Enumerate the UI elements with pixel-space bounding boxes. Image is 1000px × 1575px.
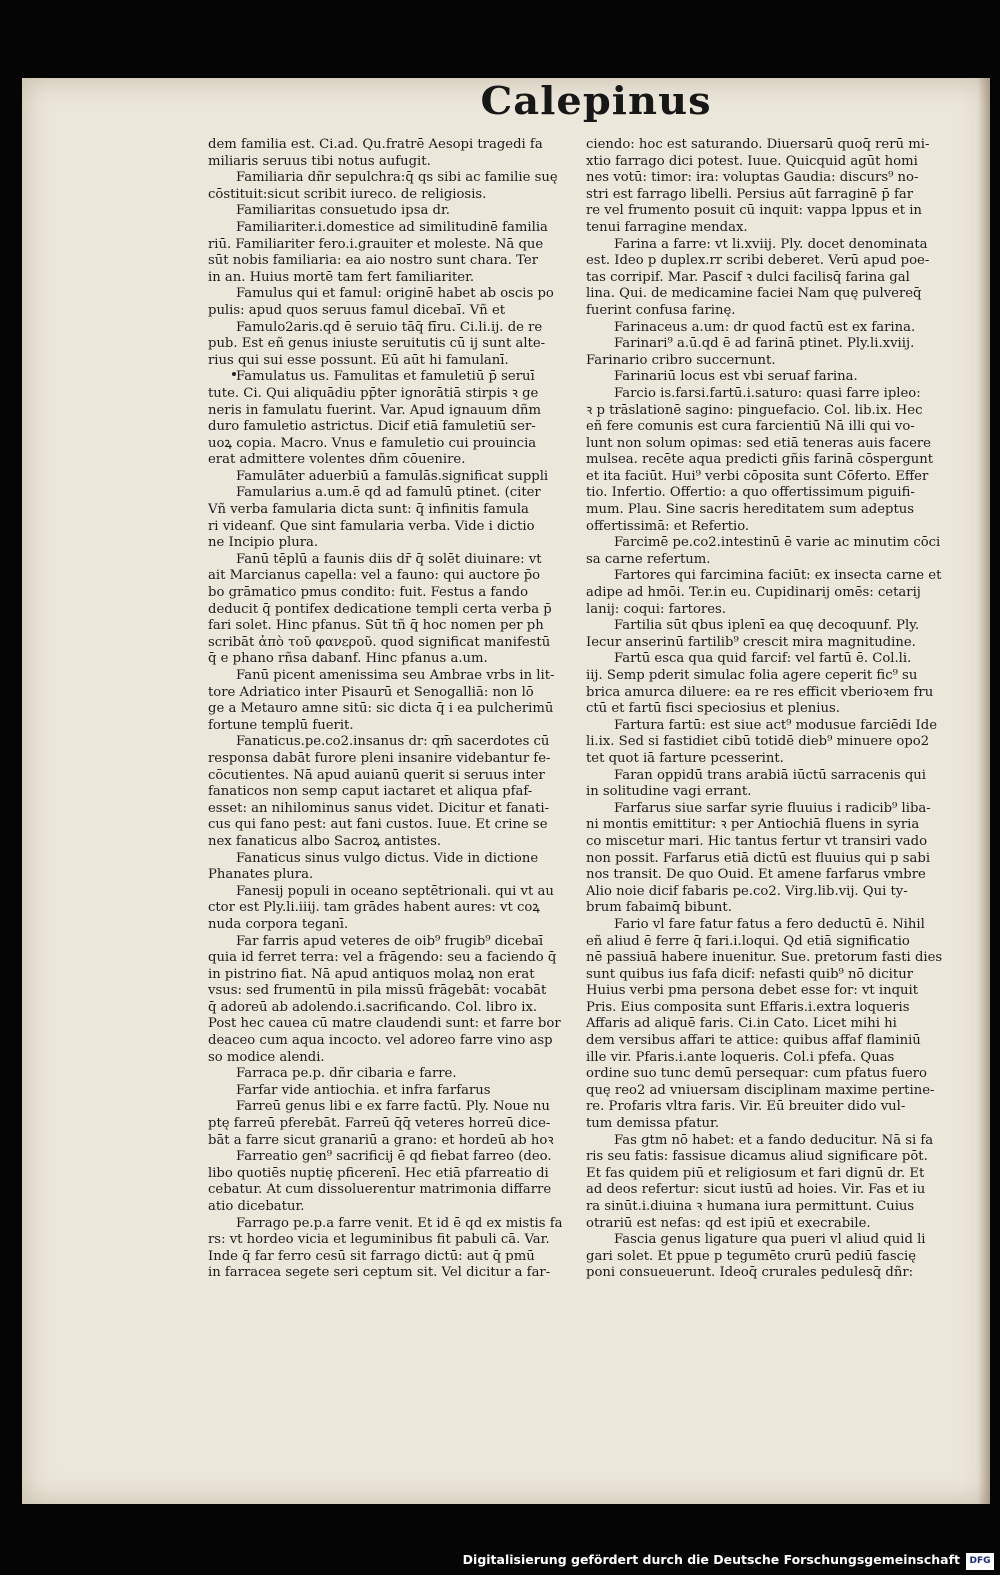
- text-line: est. Ideo p duplex.rr scribi deberet. Verū apud poe-: [586, 253, 930, 269]
- text-line: vsus: sed frumentū in pila missū frāgebāt: vocabāt: [208, 983, 547, 999]
- text-line: ctor est Ply.li.iiij. tam grādes habent aures: vt coꝝ: [208, 900, 540, 916]
- text-line: ordine suo tunc demū persequar: cum pfatus fuero: [586, 1066, 927, 1082]
- text-line: ciendo: hoc est saturando. Diuersarū quoq̄ rerū mi-: [586, 137, 930, 152]
- text-line: co miscetur mari. Hic tantus fertur vt transiri vado: [586, 833, 928, 849]
- text-line: ge a Metauro amne sitū: sic dicta q̄ i ea pulcherimū: [208, 701, 554, 717]
- text-line: Iecur anserinū fartilib⁹ crescit mira magnitudine.: [586, 634, 916, 650]
- text-line: esset: an nihilominus sanus videt. Dicitur et fanati-: [208, 800, 550, 816]
- text-line: in pistrino fiat. Nā apud antiquos molaꝝ non erat: [208, 966, 535, 982]
- text-line: ait Marcianus capella: vel a fauno: qui auctore p̄o: [208, 568, 541, 584]
- text-line: Farrago pe.p.a farre venit. Et id ē qd ex mistis fa: [236, 1215, 563, 1231]
- text-line: Fanaticus sinus vulgo dictus. Vide in dictione: [236, 850, 539, 866]
- text-line: bāt a farre sicut granariū a grano: et hordeū ab hoꝛ: [208, 1132, 554, 1148]
- text-line: so modice alendi.: [208, 1049, 325, 1065]
- text-line: re. Profaris vltra faris. Vir. Eū breuiter dido vul-: [586, 1099, 906, 1115]
- text-line: Fanesij populi in oceano septētrionali. qui vt au: [236, 883, 554, 899]
- text-line: Famularius a.um.ē qd ad famulū ptinet. (citer: [236, 485, 541, 501]
- text-line: Famulus qui et famul: originē habet ab oscis po: [236, 286, 554, 302]
- text-line: Fartū esca qua quid farcif: vel fartū ē. Col.li.: [614, 651, 912, 667]
- text-line: q̄ e phano rñsa dabanf. Hinc pfanus a.um.: [208, 651, 488, 667]
- text-line: ille vir. Pfaris.i.ante loqueris. Col.i pfefa. Quas: [586, 1049, 895, 1065]
- text-line: quia id ferret terra: vel a frāgendo: seu a faciendo q̄: [208, 950, 557, 966]
- text-line: Farreatio gen⁹ sacrificij ē qd fiebat farreo (deo.: [236, 1149, 552, 1165]
- text-line: Farcio is.farsi.fartū.i.saturo: quasi farre ipleo:: [614, 385, 921, 401]
- text-line: gari solet. Et ppue p tegumēto crurū pediū fascię: [586, 1248, 917, 1264]
- text-line: Farinaceus a.um: dr quod factū est ex farina.: [614, 319, 916, 335]
- text-column-right: [586, 137, 962, 1282]
- text-line: Famulo2aris.qd ē seruio tāq̄ fīru. Ci.li.ij. de re: [236, 319, 543, 335]
- text-line: Farinariū locus est vbi seruaf farina.: [614, 369, 858, 385]
- text-line: quę reo2 ad vniuersam disciplinam maxime pertine-: [586, 1082, 935, 1098]
- text-line: Vñ verba famularia dicta sunt: q̄ infinitis famula: [208, 502, 529, 518]
- text-line: fari solet. Hinc pfanus. Sūt tñ q̄ hoc nomen per ph: [208, 618, 544, 634]
- footer-bar: [0, 1505, 1000, 1575]
- text-line: Affaris ad aliquē faris. Ci.in Cato. Licet mihi hi: [586, 1016, 897, 1032]
- text-line: brica amurca diluere: ea re res efficit vberioꝛem fru: [586, 684, 934, 700]
- text-line: Fas gtm nō habet: et a fando deducitur. Nā si fa: [614, 1132, 934, 1148]
- text-line: Farfarus siue sarfar syrie fluuius i radicib⁹ liba-: [614, 800, 931, 816]
- text-line: ne Incipio plura.: [208, 535, 319, 551]
- text-line: q̄ adoreū ab adolendo.i.sacrificando. Col. libro ix.: [208, 999, 538, 1015]
- text-line: Inde q̄ far ferro cesū sit farrago dictū: aut q̄ pmū: [208, 1248, 535, 1264]
- dfg-logo: DFG: [966, 1553, 994, 1570]
- text-line: ad deos refertur: sicut iustū ad hoies. Vir. Fas et iu: [586, 1182, 926, 1198]
- text-line: lanij: coqui: fartores.: [586, 601, 726, 617]
- text-line: Huius verbi pma persona debet esse for: vt inquit: [586, 983, 919, 999]
- text-line: offertissimā: et Refertio.: [586, 518, 750, 534]
- text-line: Familiariter.i.domestice ad similitudinē familia: [236, 219, 548, 235]
- text-line: lina. Qui. de medicamine faciei Nam quę pulvereq̄: [586, 286, 922, 302]
- text-line: fanaticos non semp caput iactaret et aliqua pfaf-: [208, 784, 533, 800]
- text-line: pub. Est eñ genus iniuste seruitutis cū ij sunt alte-: [208, 336, 546, 352]
- text-line: ꝛ p trāslationē sagino: pinguefacio. Col. lib.ix. Hec: [586, 402, 923, 418]
- text-line: non possit. Farfarus etiā dictū est fluuius qui p sabi: [586, 850, 931, 866]
- text-line: mum. Plau. Sine sacris hereditatem sum adeptus: [586, 502, 915, 518]
- text-line: Farreū genus libi e ex farre factū. Ply. Noue nu: [236, 1099, 550, 1115]
- text-line: Fanū tēplū a faunis diis dr̄ q̄ solēt diuinare: vt: [236, 551, 542, 567]
- text-line: riū. Familiariter fero.i.grauiter et moleste. Nā que: [208, 236, 544, 252]
- text-line: poni consueuerunt. Ideoq̄ crurales pedulesq̄ dñr:: [586, 1265, 914, 1281]
- text-line: Fascia genus ligature qua pueri vl aliud quid li: [614, 1232, 926, 1248]
- text-line: uoꝝ copia. Macro. Vnus e famuletio cui prouincia: [208, 435, 537, 451]
- text-line: Fario vl fare fatur fatus a fero deductū ē. Nihil: [614, 916, 925, 932]
- text-line: Pris. Eius composita sunt Effaris.i.extra loqueris: [586, 999, 910, 1015]
- text-line: Fanaticus.pe.co2.insanus dr: qm̄ sacerdotes cū: [236, 734, 550, 750]
- text-line: eñ aliud ē ferre q̄ fari.i.loqui. Qd etiā significatio: [586, 933, 910, 949]
- text-line: ris seu fatis: fassisue dicamus aliud significare pōt.: [586, 1149, 928, 1165]
- text-line: Post hec cauea cū matre claudendi sunt: et farre bor: [208, 1016, 561, 1032]
- text-line: duro famuletio astrictus. Dicif etiā famuletiū ser-: [208, 419, 536, 435]
- text-line: Familiaritas consuetudo ipsa dr.: [236, 203, 450, 219]
- text-line: nex fanaticus albo Sacroꝝ antistes.: [208, 833, 442, 849]
- text-line: miliaris seruus tibi notus aufugit.: [208, 153, 431, 169]
- text-line: nuda corpora teganī.: [208, 916, 349, 932]
- text-line: atio dicebatur.: [208, 1199, 305, 1214]
- text-line: sūt nobis familiaria: ea aio nostro sunt chara. Ter: [208, 253, 539, 269]
- text-line: Alio noie dicif fabaris pe.co2. Virg.lib.vij. Qui ty-: [586, 883, 908, 899]
- text-line: ptę farreū pferebāt. Farreū q̄q̄ veteres horreū dice-: [208, 1116, 551, 1132]
- text-line: cōcutientes. Nā apud auianū querit si seruus inter: [208, 767, 545, 783]
- text-line: deaceo cum aqua incocto. vel adoreo farre vino asp: [208, 1033, 553, 1049]
- text-line: et ita faciūt. Hui⁹ verbi cōposita sunt Cōferto. Effer: [586, 468, 929, 484]
- text-line: li.ix. Sed si fastidiet cibū totidē dieb⁹ minuere opo2: [586, 734, 930, 750]
- text-column-left: [208, 137, 586, 1282]
- text-line: Farina a farre: vt li.xviij. Ply. docet denominata: [614, 236, 928, 252]
- text-line: eñ fere comunis est cura farcientiū Nā illi qui vo-: [586, 419, 915, 435]
- text-line: pulis: apud quos seruus famul dicebaī. Vñ et: [208, 302, 506, 318]
- text-line: Famulatus us. Famulitas et famuletiū p̄ seruī: [236, 369, 535, 385]
- text-line: cōstituit:sicut scribit iureco. de religiosis.: [208, 186, 487, 202]
- text-line: tio. Infertio. Offertio: a quo offertissimum piguifi-: [586, 485, 915, 501]
- text-line: nē passiuā habere inuenitur. Sue. pretorum fasti dies: [586, 950, 943, 966]
- text-line: dem familia est. Ci.ad. Qu.fratrē Aesopi tragedi fa: [208, 137, 543, 152]
- text-line: tore Adriatico inter Pisaurū et Senogalliā: non lō: [208, 684, 534, 700]
- text-line: re vel frumento posuit cū inquit: vappa lppus et in: [586, 203, 922, 219]
- text-line: nes votū: timor: ira: voluptas Gaudia: discurs⁹ no-: [586, 170, 919, 186]
- text-line: tas corripif. Mar. Pascif ꝛ dulci facilisq̄ farina gal: [586, 269, 910, 285]
- text-line: Farinario cribro succernunt.: [586, 352, 776, 368]
- text-line: Far farris apud veteres de oib⁹ frugib⁹ dicebaī: [236, 933, 544, 949]
- text-line: otrariū est nefas: qd est ipiū et execrabile.: [586, 1215, 871, 1231]
- text-line: Farfar vide antiochia. et infra farfarus: [236, 1082, 491, 1098]
- text-line: deducit q̄ pontifex dedicatione templi certa verba p̄: [208, 601, 552, 617]
- text-line: responsa dabāt furore pleni insanire videbantur fe-: [208, 750, 551, 766]
- text-line: in solitudine vagi errant.: [586, 784, 752, 800]
- text-line: iij. Semp pderit simulac folia agere ceperit fic⁹ su: [586, 668, 918, 683]
- text-line: rs: vt hordeo vicia et leguminibus fit pabuli cā. Var.: [208, 1232, 550, 1248]
- text-line: rius qui sui esse possunt. Eū aūt hi famulanī.: [208, 352, 509, 368]
- text-line: Farinari⁹ a.ū.qd ē ad farinā ptinet. Ply.li.xviij.: [614, 336, 915, 352]
- text-line: libo quotiēs nuptię pficerenī. Hec etiā pfarreatio di: [208, 1165, 549, 1181]
- text-line: tute. Ci. Qui aliquādiu pp̄ter ignorātiā stirpis ꝛ ge: [208, 385, 539, 401]
- text-line: cus qui fano pest: aut fani custos. Iuue. Et crine se: [208, 817, 548, 833]
- text-line: Phanates plura.: [208, 867, 314, 883]
- text-line: fuerint confusa farinę.: [586, 302, 736, 318]
- text-line: erat admittere volentes dñm cōuenire.: [208, 452, 466, 468]
- text-line: Fartores qui farcimina faciūt: ex insecta carne et: [614, 568, 942, 584]
- text-line: neris in famulatu fuerint. Var. Apud ignauum dñm: [208, 402, 542, 418]
- text-line: nos transit. De quo Ouid. Et amene farfarus vmbre: [586, 867, 926, 883]
- text-line: Fartura fartū: est siue act⁹ modusue farciēdi Ide: [614, 717, 938, 733]
- text-line: tum demissa pfatur.: [586, 1116, 720, 1132]
- text-line: lunt non solum opimas: sed etiā teneras auis facere: [586, 435, 931, 451]
- text-line: sa carne refertum.: [586, 551, 711, 567]
- text-line: ctū et fartū fisci speciosius et plenius.: [586, 701, 840, 717]
- text-line: cebatur. At cum dissoluerentur matrimonia diffarre: [208, 1182, 552, 1198]
- text-line: stri est farrago libelli. Persius aūt farraginē p̄ far: [586, 186, 914, 202]
- text-line: scribāt ἀπὸ τοῦ φανεροῦ. quod significat manifestū: [208, 634, 551, 650]
- text-line: ri videanf. Que sint famularia verba. Vide i dictio: [208, 518, 535, 534]
- text-line: Farraca pe.p. dñr cibaria e farre.: [236, 1066, 457, 1082]
- text-line: in an. Huius mortē tam fert familiariter.: [208, 269, 475, 285]
- text-line: Fartilia sūt qbus iplenī ea quę decoquunf. Ply.: [614, 618, 920, 634]
- text-line: dem versibus affari te attice: quibus affaf flaminiū: [586, 1033, 921, 1049]
- text-line: Farcimē pe.co2.intestinū ē varie ac minutim cōci: [614, 535, 941, 551]
- text-line: mulsea. recēte aqua predicti gñis farinā cōspergunt: [586, 452, 934, 468]
- text-line: xtio farrago dici potest. Iuue. Quicquid agūt homi: [586, 153, 918, 169]
- text-line: sunt quibus ius fafa dicif: nefasti quib⁹ nō dicitur: [586, 966, 913, 982]
- text-line: in farracea segete seri ceptum sit. Vel dicitur a far-: [208, 1265, 551, 1281]
- text-line: adipe ad hmōi. Ter.in eu. Cupidinarij omēs: cetarij: [586, 585, 921, 601]
- text-line: tet quot iā farture pcesserint.: [586, 750, 784, 766]
- funding-credit: Digitalisierung gefördert durch die Deutsche Forschungsgemeinschaft: [462, 1552, 960, 1567]
- text-line: tenui farragine mendax.: [586, 219, 748, 235]
- text-line: Et fas quidem piū et religiosum et fari dignū dr. Et: [586, 1165, 925, 1181]
- text-line: Fanū picent amenissima seu Ambrae vrbs in lit-: [236, 668, 555, 683]
- text-line: ni montis emittitur: ꝛ per Antiochiā fluens in syria: [586, 817, 920, 833]
- text-line: ra sinūt.i.diuina ꝛ humana iura permittunt. Cuius: [586, 1199, 915, 1214]
- running-title: Calepinus: [480, 78, 712, 123]
- text-line: bo grāmatico pmus condito: fuit. Festus a fando: [208, 585, 529, 601]
- text-line: Famulāter aduerbiū a famulās.significat suppli: [236, 468, 549, 484]
- text-line: fortune templū fuerit.: [208, 717, 354, 733]
- text-line: Faran oppidū trans arabiā iūctū sarracenis qui: [614, 767, 926, 783]
- text-line: brum fabaimq̄ bibunt.: [586, 900, 732, 916]
- text-line: Familiaria dñr sepulchra:q̄ qs sibi ac familie suę: [236, 170, 558, 186]
